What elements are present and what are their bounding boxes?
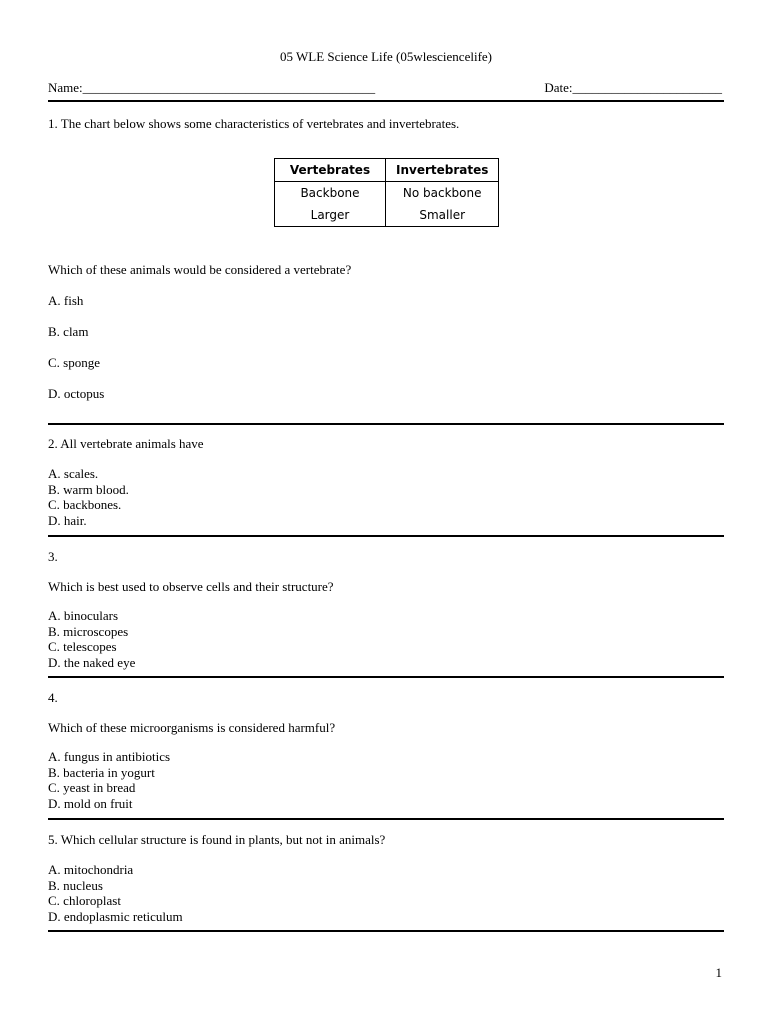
question-1-options xyxy=(48,293,104,417)
table-header-vertebrates: Vertebrates xyxy=(275,159,386,182)
option-c: C. yeast in bread xyxy=(48,780,136,795)
option-d: D. hair. xyxy=(48,512,87,528)
option-c: C. chloroplast xyxy=(48,893,121,908)
question-divider xyxy=(48,535,724,537)
question-4-options xyxy=(48,749,170,811)
table-cell: Backbone xyxy=(275,182,386,205)
table-cell: Smaller xyxy=(386,204,499,227)
page-title: 05 WLE Science Life (05wlesciencelife) xyxy=(280,49,492,64)
question-5-prompt: 5. Which cellular structure is found in plants, but not in animals? xyxy=(48,832,386,847)
question-5-options xyxy=(48,862,183,924)
option-b: B. bacteria in yogurt xyxy=(48,764,155,780)
question-2-prompt: 2. All vertebrate animals have xyxy=(48,436,204,451)
option-a: A. fish xyxy=(48,293,84,308)
option-b: B. warm blood. xyxy=(48,481,129,497)
question-divider xyxy=(48,930,724,932)
header-divider xyxy=(48,100,724,102)
option-b: B. nucleus xyxy=(48,877,103,893)
table-row xyxy=(275,182,499,205)
option-a: A. mitochondria xyxy=(48,862,134,877)
question-2-options xyxy=(48,466,129,528)
option-a: A. binoculars xyxy=(48,608,119,623)
question-divider xyxy=(48,423,724,425)
option-c: C. backbones. xyxy=(48,497,122,512)
question-1-text: Which of these animals would be considered a vertebrate? xyxy=(48,262,352,277)
question-3-text: Which is best used to observe cells and their structure? xyxy=(48,579,334,594)
option-b: B. microscopes xyxy=(48,623,129,639)
question-3-number: 3. xyxy=(48,549,58,564)
option-a: A. scales. xyxy=(48,466,99,481)
question-divider xyxy=(48,676,724,678)
worksheet-page xyxy=(48,0,724,1024)
table-cell: Larger xyxy=(275,204,386,227)
option-d: D. endoplasmic reticulum xyxy=(48,908,183,924)
option-d: D. the naked eye xyxy=(48,654,136,670)
question-4-text: Which of these microorganisms is considered harmful? xyxy=(48,720,336,735)
table-row xyxy=(275,204,499,227)
date-field-label: Date:_______________________ xyxy=(544,80,722,95)
question-4-number: 4. xyxy=(48,690,58,705)
question-divider xyxy=(48,818,724,820)
option-c: C. sponge xyxy=(48,355,100,370)
question-1-prompt: 1. The chart below shows some characteristics of vertebrates and invertebrates. xyxy=(48,116,460,131)
table-cell: No backbone xyxy=(386,182,499,205)
characteristics-table xyxy=(274,158,499,227)
option-d: D. mold on fruit xyxy=(48,795,133,811)
option-c: C. telescopes xyxy=(48,639,117,654)
name-field-label: Name:_____________________________________________ xyxy=(48,80,376,95)
option-a: A. fungus in antibiotics xyxy=(48,749,171,764)
option-d: D. octopus xyxy=(48,386,105,401)
option-b: B. clam xyxy=(48,324,89,339)
question-3-options xyxy=(48,608,135,670)
page-number: 1 xyxy=(715,965,722,980)
table-header-invertebrates: Invertebrates xyxy=(386,159,499,182)
